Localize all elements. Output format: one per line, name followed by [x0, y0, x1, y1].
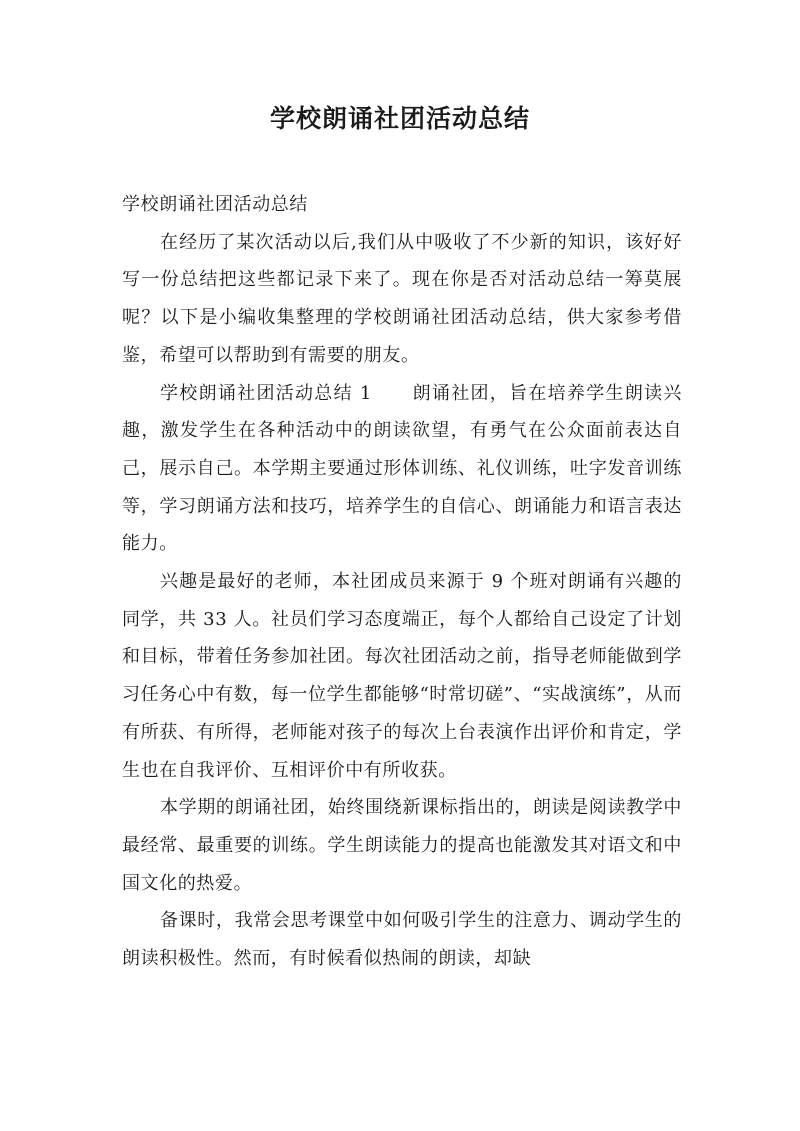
body-paragraph: 兴趣是最好的老师，本社团成员来源于 9 个班对朗诵有兴趣的同学，共 33 人。社员们学习态度端正，每个人都给自己设定了计划和目标，带着任务参加社团。每次社团活动之前，指导老师能做到学习任务心中有数，每一位学生都能够“时常切磋”、“实战演练”，从而有所获、有所得，老师能对孩子的每次上台表演作出评价和肯定，学生也在自我评价、互相评价中有所收获。: [122, 571, 683, 781]
document-title: 学校朗诵社团活动总结: [269, 104, 530, 133]
document-body: [122, 186, 682, 978]
subtitle-paragraph: 学校朗诵社团活动总结: [122, 194, 308, 215]
section-body: 朗诵社团，旨在培养学生朗读兴趣，激发学生在各种活动中的朗读欲望，有勇气在公众面前表达自己，展示自己。本学期主要通过形体训练、礼仪训练，吐字发音训练等，学习朗诵方法和技巧，培养学生的自信心、朗诵能力和语言表达能力。: [122, 382, 682, 555]
body-paragraph: 本学期的朗诵社团，始终围绕新课标指出的，朗读是阅读教学中最经常、最重要的训练。学生朗读能力的提高也能激发其对语文和中国文化的热爱。: [122, 797, 682, 894]
body-paragraph: 备课时，我常会思考课堂中如何吸引学生的注意力、调动学生的朗读积极性。然而，有时候看似热闹的朗读，却缺: [122, 910, 682, 970]
intro-paragraph: 在经历了某次活动以后,我们从中吸收了不少新的知识，该好好写一份总结把这些都记录下来了。现在你是否对活动总结一筹莫展呢？以下是小编收集整理的学校朗诵社团活动总结，供大家参考借鉴，希望可以帮助到有需要的朋友。: [122, 231, 682, 366]
section-paragraph: [122, 375, 682, 564]
section-heading: 学校朗诵社团活动总结 1: [160, 382, 372, 404]
